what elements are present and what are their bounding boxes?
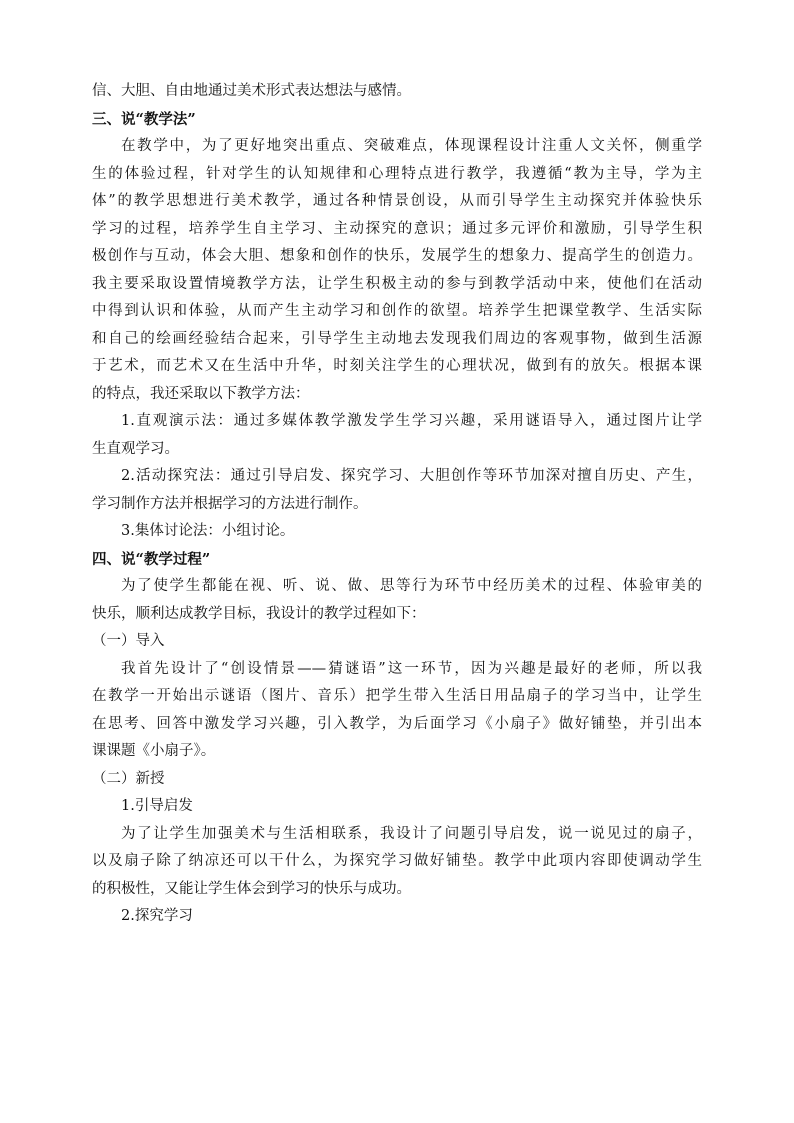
paragraph-line: 的特点，我还采取以下教学方法： <box>92 385 310 402</box>
paragraph-line: 我主要采取设置情境教学方法，让学生积极主动的参与到教学活动中来，使他们在活动 <box>92 275 702 292</box>
paragraph-line: 于艺术，而艺术又在生活中升华，时刻关注学生的心理状况，做到有的放矢。根据本课 <box>92 358 702 374</box>
paragraph-line: 为了让学生加强美术与生活相联系，我设计了问题引导启发，说一说见过的扇子， <box>121 825 702 842</box>
paragraph-line: 2.活动探究法：通过引导启发、探究学习、大胆创作等环节加深对擅自历史、产生， <box>121 468 702 484</box>
document-body <box>92 78 702 931</box>
subsection-heading: （二）新授 <box>92 770 165 787</box>
paragraph-line: 生直观学习。 <box>92 440 179 457</box>
list-item: 1.引导启发 <box>121 798 193 814</box>
paragraph-line: 在教学一开始出示谜语（图片、音乐）把学生带入生活日用品扇子的学习当中，让学生 <box>92 688 702 704</box>
paragraph-line: 以及扇子除了纳凉还可以干什么，为探究学习做好铺垫。教学中此项内容即使调动学生 <box>92 853 702 869</box>
paragraph-line: 在教学中，为了更好地突出重点、突破难点，体现课程设计注重人文关怀，侧重学 <box>121 138 702 154</box>
section-heading: 四、说“教学过程” <box>92 550 211 568</box>
paragraph-line: 生的体验过程，针对学生的认知规律和心理特点进行教学，我遵循“教为主导，学为主 <box>92 165 702 182</box>
list-item: 2.探究学习 <box>121 908 193 924</box>
paragraph-line: 信、大胆、自由地通过美术形式表达想法与感情。 <box>92 83 411 99</box>
paragraph-line: 和自己的绘画经验结合起来，引导学生主动地去发现我们周边的客观事物，做到生活源 <box>92 330 702 347</box>
subsection-heading: （一）导入 <box>92 633 165 649</box>
paragraph-line: 课课题《小扇子》。 <box>92 743 216 759</box>
paragraph-line: 极创作与互动，体会大胆、想象和创作的快乐，发展学生的想象力、提高学生的创造力。 <box>92 248 702 264</box>
paragraph-line: 学习的过程，培养学生自主学习、主动探究的意识；通过多元评价和激励，引导学生积 <box>92 220 702 237</box>
paragraph-line: 为了使学生都能在视、听、说、做、思等行为环节中经历美术的过程、体验审美的 <box>121 578 702 594</box>
paragraph-line: 的积极性，又能让学生体会到学习的快乐与成功。 <box>92 880 411 897</box>
paragraph-line: 体”的教学思想进行美术教学，通过各种情景创设，从而引导学生主动探究并体验快乐 <box>92 193 702 209</box>
paragraph-line: 快乐，顺利达成教学目标，我设计的教学过程如下： <box>92 605 426 622</box>
paragraph-line: 在思考、回答中激发学习兴趣，引入教学，为后面学习《小扇子》做好铺垫，并引出本 <box>92 715 702 732</box>
paragraph-line: 学习制作方法并根据学习的方法进行制作。 <box>92 495 368 512</box>
paragraph-line: 中得到认识和体验，从而产生主动学习和创作的欲望。培养学生把课堂教学、生活实际 <box>92 303 702 319</box>
section-heading: 三、说“教学法” <box>92 110 196 128</box>
paragraph-line: 我首先设计了“创设情景——猜谜语”这一环节，因为兴趣是最好的老师，所以我 <box>121 660 702 677</box>
list-item: 3.集体讨论法：小组讨论。 <box>121 523 295 539</box>
paragraph-line: 1.直观演示法：通过多媒体教学激发学生学习兴趣，采用谜语导入，通过图片让学 <box>121 413 702 429</box>
